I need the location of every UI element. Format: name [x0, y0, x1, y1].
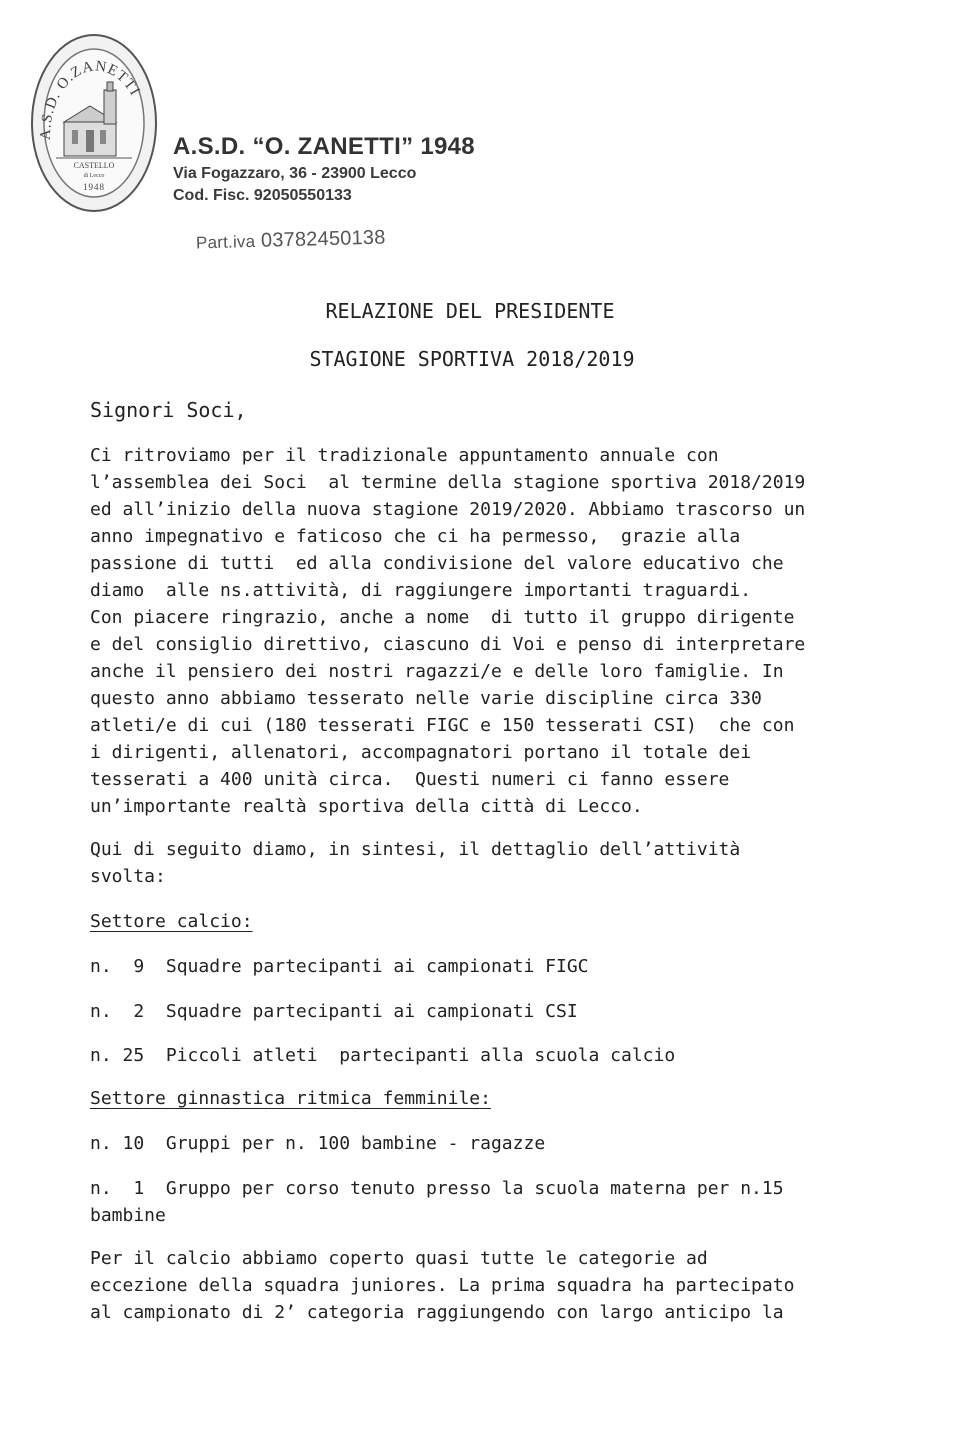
salutation: Signori Soci,	[90, 398, 247, 422]
club-address: Via Fogazzaro, 36 - 23900 Lecco	[173, 165, 417, 182]
svg-text:di Lecco: di Lecco	[83, 173, 105, 179]
svg-text:CASTELLO: CASTELLO	[73, 161, 115, 170]
list-item: n. 25 Piccoli atleti partecipanti alla scuola calcio	[90, 1045, 676, 1066]
vat-stamp-prefix: Part.iva	[195, 231, 256, 253]
section-heading-calcio-text: Settore calcio:	[90, 911, 253, 932]
club-tax-code: Cod. Fisc. 92050550133	[173, 187, 352, 204]
section-heading-calcio	[90, 908, 930, 935]
vat-stamp	[196, 227, 386, 255]
section-heading-ginnastica	[90, 1085, 930, 1112]
list-item: n. 10 Gruppi per n. 100 bambine - ragazze	[90, 1133, 546, 1154]
list-item: n. 9 Squadre partecipanti ai campionati FIGC	[90, 956, 589, 977]
list-item: n. 1 Gruppo per corso tenuto presso la scuola materna per n.15 bambine	[90, 1178, 784, 1226]
letterhead-block	[173, 133, 475, 205]
section-heading-ginnastica-text: Settore ginnastica ritmica femminile:	[90, 1088, 491, 1109]
svg-text:1948: 1948	[83, 182, 105, 192]
svg-text:A.S.D. O.ZANETTI: A.S.D. O.ZANETTI	[37, 58, 143, 141]
vat-stamp-number: 03782450138	[260, 226, 386, 252]
paragraph-calcio-details: Per il calcio abbiamo coperto quasi tutte le categorie ad eccezione della squadra juniores. La prima squadra ha partecipato al campionato di 2’ categoria raggiungendo con largo anticipo la	[90, 1248, 795, 1323]
list-item: n. 2 Squadre partecipanti ai campionati CSI	[90, 1001, 578, 1022]
club-seal-logo	[28, 30, 160, 216]
document-title: RELAZIONE DEL PRESIDENTE	[325, 299, 615, 323]
paragraph-summary: Qui di seguito diamo, in sintesi, il dettaglio dell’attività svolta:	[90, 839, 741, 887]
paragraph-intro: Ci ritroviamo per il tradizionale appuntamento annuale con l’assemblea dei Soci al termine della stagione sportiva 2018/2019 ed all’inizio della nuova stagione 2019/2020. Abbiamo trascorso un anno impegnativo e faticoso che ci ha permesso, grazie alla passione di tutti ed alla condivisione del valore educativo che diamo alle ns.attività, di raggiungere importanti traguardi. Con piacere ringrazio, anche a nome di tutto il gruppo dirigente e del consiglio direttivo, ciascuno di Voi e penso di interpretare anche il pensiero dei nostri ragazzi/e e delle loro famiglie. In questo anno abbiamo tesserato nelle varie discipline circa 330 atleti/e di cui (180 tesserati FIGC e 150 tesserati CSI) che con i dirigenti, allenatori, accompagnatori portano il totale dei tesserati a 400 unità circa. Questi numeri ci fanno essere un’importante realtà sportiva della città di Lecco.	[90, 445, 806, 817]
document-subtitle: STAGIONE SPORTIVA 2018/2019	[309, 347, 635, 371]
club-name: A.S.D. “O. ZANETTI” 1948	[173, 133, 475, 160]
